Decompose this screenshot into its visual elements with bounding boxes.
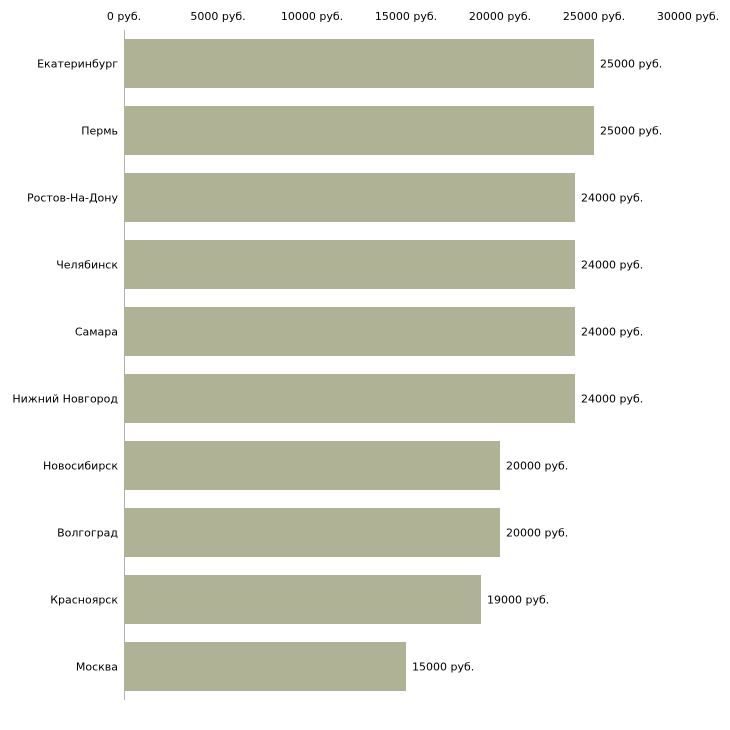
bar-value-label: 24000 руб. — [581, 325, 644, 338]
bar-rect[interactable] — [124, 508, 500, 557]
bar-row — [0, 298, 730, 365]
x-tick-label-2: 10000 руб. — [280, 10, 344, 23]
bar-category-label: Екатеринбург — [37, 57, 118, 70]
bar-category-label: Нижний Новгород — [12, 392, 118, 405]
bar-row — [0, 633, 730, 700]
bar-value-label: 24000 руб. — [581, 191, 644, 204]
bar-value-label: 25000 руб. — [600, 124, 663, 137]
x-tick-label-6: 30000 руб. — [656, 10, 720, 23]
bar-value-label: 25000 руб. — [600, 57, 663, 70]
bar-category-label: Челябинск — [56, 258, 118, 271]
bar-row — [0, 432, 730, 499]
bar-value-label: 24000 руб. — [581, 258, 644, 271]
bar-rect[interactable] — [124, 374, 575, 423]
bar-row — [0, 164, 730, 231]
bar-rect[interactable] — [124, 240, 575, 289]
bars-layer — [0, 30, 730, 700]
bar-row — [0, 30, 730, 97]
bar-value-label: 15000 руб. — [412, 660, 475, 673]
bar-rect[interactable] — [124, 307, 575, 356]
x-tick-label-5: 25000 руб. — [562, 10, 626, 23]
bar-rect[interactable] — [124, 106, 594, 155]
bar-row — [0, 365, 730, 432]
x-axis-tick-labels — [0, 10, 730, 26]
bar-row — [0, 566, 730, 633]
x-tick-label-0: 0 руб. — [106, 10, 142, 23]
bar-rect[interactable] — [124, 441, 500, 490]
x-tick-label-1: 5000 руб. — [190, 10, 246, 23]
x-tick-label-4: 20000 руб. — [468, 10, 532, 23]
bar-row — [0, 231, 730, 298]
bar-rect[interactable] — [124, 173, 575, 222]
bar-value-label: 20000 руб. — [506, 526, 569, 539]
bar-category-label: Новосибирск — [42, 459, 118, 472]
bar-value-label: 20000 руб. — [506, 459, 569, 472]
bar-row — [0, 97, 730, 164]
bar-rect[interactable] — [124, 642, 406, 691]
bar-category-label: Волгоград — [57, 526, 118, 539]
bar-category-label: Ростов-На-Дону — [26, 191, 118, 204]
bar-rect[interactable] — [124, 39, 594, 88]
bar-value-label: 19000 руб. — [487, 593, 550, 606]
bar-category-label: Москва — [75, 660, 118, 673]
bar-value-label: 24000 руб. — [581, 392, 644, 405]
bar-category-label: Самара — [74, 325, 118, 338]
bar-category-label: Пермь — [81, 124, 118, 137]
bar-rect[interactable] — [124, 575, 481, 624]
bar-category-label: Красноярск — [50, 593, 118, 606]
bar-row — [0, 499, 730, 566]
x-tick-label-3: 15000 руб. — [374, 10, 438, 23]
